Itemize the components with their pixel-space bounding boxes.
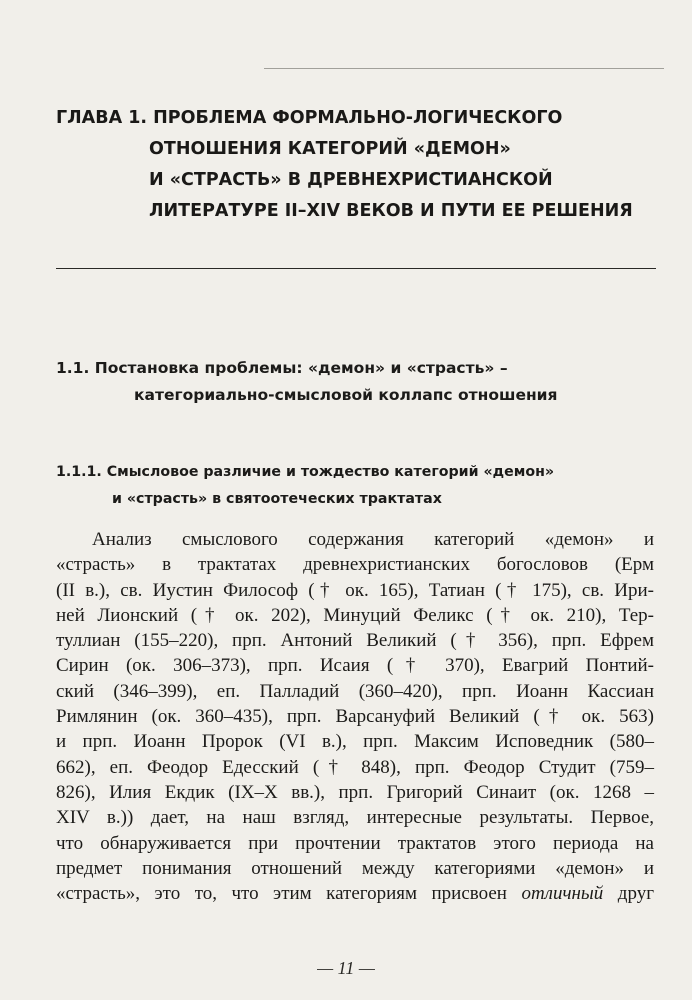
body-line: предмет понимания отношений между категориями «демон» и	[56, 857, 654, 879]
body-line: туллиан (155–220), прп. Антоний Великий († 356), прп. Ефрем	[56, 630, 654, 652]
chapter-title-line: ГЛАВА 1. ПРОБЛЕМА ФОРМАЛЬНО-ЛОГИЧЕСКОГО	[56, 108, 563, 128]
chapter-title	[56, 103, 633, 227]
section-title	[56, 355, 646, 409]
body-paragraph	[56, 527, 654, 906]
body-line: «страсть» в трактатах древнехристианских богословов (Ерм	[56, 554, 654, 576]
body-line: и прп. Иоанн Пророк (VI в.), прп. Максим Исповедник (580–	[56, 731, 654, 753]
subsection-title	[56, 459, 646, 513]
body-line: (II в.), св. Иустин Философ († ок. 165), Татиан († 175), св. Ири-	[56, 579, 654, 601]
chapter-divider	[56, 268, 656, 269]
chapter-title-line: ЛИТЕРАТУРЕ II–XIV ВЕКОВ И ПУТИ ЕЕ РЕШЕНИЯ	[149, 201, 633, 221]
section-title-line: категориально-смысловой коллапс отношения	[134, 386, 558, 404]
body-line: 662), еп. Феодор Едесский († 848), прп. Феодор Студит (759–	[56, 756, 654, 778]
body-line: ней Лионский († ок. 202), Минуций Феликс († ок. 210), Тер-	[56, 604, 654, 626]
body-line: 826), Илия Екдик (IX–X вв.), прп. Григорий Синаит (ок. 1268 –	[56, 781, 654, 803]
body-line: XIV в.)) дает, на наш взгляд, интересные результаты. Первое,	[56, 807, 654, 829]
chapter-title-line: ОТНОШЕНИЯ КАТЕГОРИЙ «ДЕМОН»	[149, 139, 511, 159]
page-number: — 11 —	[317, 958, 375, 978]
subsection-title-line: и «страсть» в святоотеческих трактатах	[112, 491, 442, 507]
emphasized-word: отличный	[521, 883, 604, 905]
body-line: что обнаруживается при прочтении трактатов этого периода на	[56, 832, 654, 854]
body-line: Римлянин (ок. 360–435), прп. Варсануфий Великий († ок. 563)	[56, 706, 654, 728]
section-title-line: 1.1. Постановка проблемы: «демон» и «страсть» –	[56, 359, 508, 377]
body-line: Сирин (ок. 306–373), прп. Исаия († 370), Евагрий Понтий-	[56, 655, 654, 677]
body-line-last	[56, 881, 654, 906]
body-text-run: друг	[603, 883, 654, 905]
chapter-title-line: И «СТРАСТЬ» В ДРЕВНЕХРИСТИАНСКОЙ	[149, 170, 553, 190]
running-header-rule	[264, 28, 664, 69]
subsection-title-line: 1.1.1. Смысловое различие и тождество категорий «демон»	[56, 464, 555, 480]
body-line: ский (346–399), еп. Палладий (360–420), прп. Иоанн Кассиан	[56, 680, 654, 702]
body-line: Анализ смыслового содержания категорий «демон» и	[92, 529, 654, 550]
body-text-run: «страсть», это то, что этим категориям присвоен	[56, 883, 522, 905]
